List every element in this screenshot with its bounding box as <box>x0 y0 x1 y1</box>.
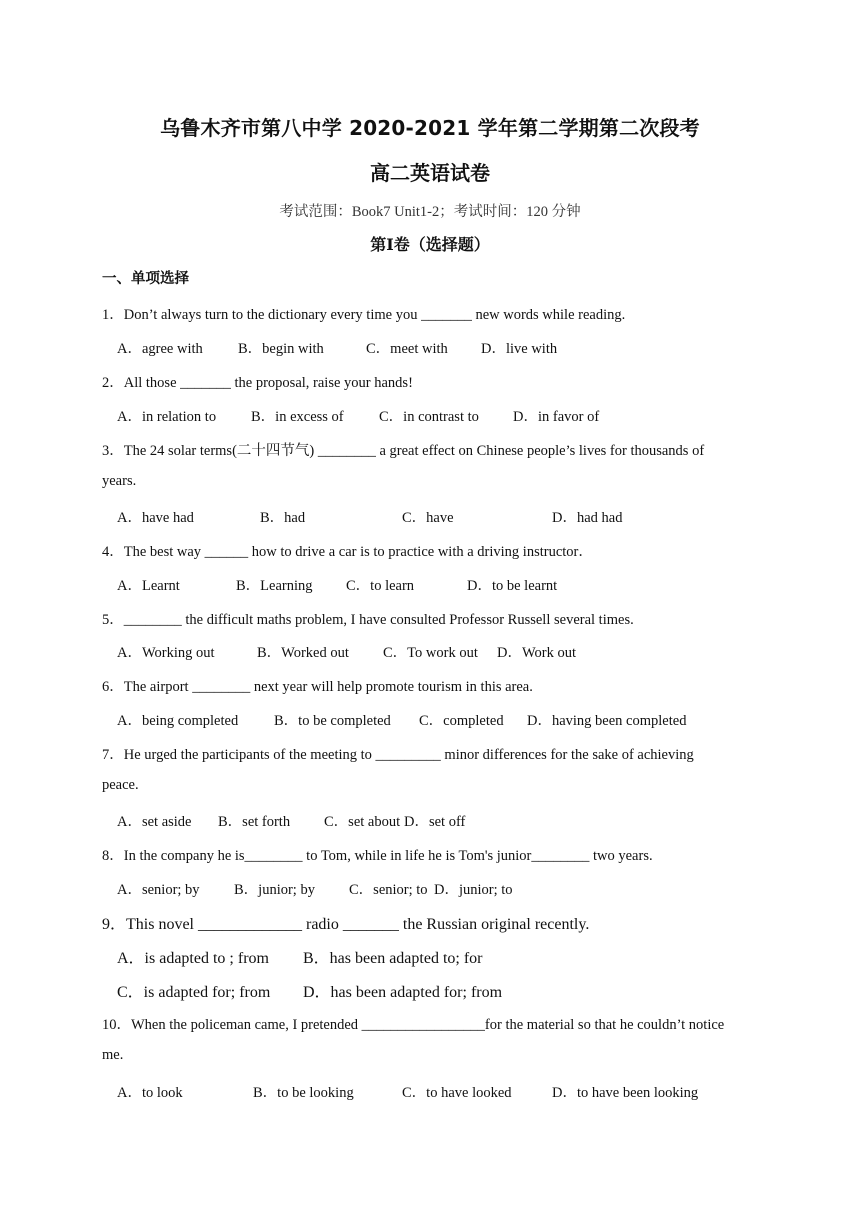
q9-option-c[interactable]: C．is adapted for; from <box>117 984 271 1001</box>
q3-option-c[interactable]: C．have <box>402 510 454 526</box>
q6-option-c[interactable]: C．completed <box>419 713 504 729</box>
q9-option-a[interactable]: A．is adapted to ; from <box>117 950 269 967</box>
q1-option-b[interactable]: B．begin with <box>238 341 324 357</box>
q10-option-b[interactable]: B．to be looking <box>253 1085 354 1101</box>
q4-option-c[interactable]: C．to learn <box>346 578 415 594</box>
q10-option-d[interactable]: D．to have been looking <box>552 1085 699 1101</box>
question-1-stem: 1．Don’t always turn to the dictionary every time you _______ new words while reading. <box>102 307 626 323</box>
q6-option-b[interactable]: B．to be completed <box>274 713 391 729</box>
q4-option-b[interactable]: B．Learning <box>236 578 313 594</box>
exam-info: 考试范围：Book7 Unit1-2；考试时间：120 分钟 <box>279 204 581 220</box>
question-10-stem: 10．When the policeman came, I pretended _________________for the material so that he couldn’t notice <box>102 1017 725 1033</box>
q5-option-d[interactable]: D．Work out <box>497 645 576 661</box>
part-heading: 第Ⅰ卷（选择题） <box>370 237 490 254</box>
q9-option-b[interactable]: B．has been adapted to; for <box>303 950 483 967</box>
q6-option-d[interactable]: D．having been completed <box>527 713 687 729</box>
q8-option-c[interactable]: C．senior; to <box>349 882 428 898</box>
question-2-stem: 2．All those _______ the proposal, raise your hands! <box>102 375 413 391</box>
q8-option-a[interactable]: A．senior; by <box>117 882 200 898</box>
q9-option-d[interactable]: D．has been adapted for; from <box>303 984 503 1001</box>
question-4-stem: 4．The best way ______ how to drive a car is to practice with a driving instructor． <box>102 544 593 560</box>
q10-option-a[interactable]: A．to look <box>117 1085 183 1101</box>
question-3-stem: 3．The 24 solar terms(二十四节气) ________ a great effect on Chinese people’s lives for thousands of <box>102 443 705 459</box>
question-3-stem-cont: years. <box>102 473 137 489</box>
q2-option-a[interactable]: A．in relation to <box>117 409 217 425</box>
exam-subtitle: 高二英语试卷 <box>370 161 490 185</box>
q2-option-c[interactable]: C．in contrast to <box>379 409 479 425</box>
q8-option-d[interactable]: D．junior; to <box>434 882 513 898</box>
q4-option-d[interactable]: D．to be learnt <box>467 578 558 594</box>
question-9-stem: 9．This novel _____________ radio _______ the Russian original recently. <box>102 916 590 933</box>
q10-option-c[interactable]: C．to have looked <box>402 1085 512 1101</box>
q1-option-c[interactable]: C．meet with <box>366 341 448 357</box>
q3-option-a[interactable]: A．have had <box>117 510 194 526</box>
q7-option-d[interactable]: D．set off <box>404 814 466 830</box>
q5-option-a[interactable]: A．Working out <box>117 645 215 661</box>
q1-option-a[interactable]: A．agree with <box>117 341 203 357</box>
question-6-stem: 6．The airport ________ next year will help promote tourism in this area. <box>102 679 533 695</box>
q6-option-a[interactable]: A．being completed <box>117 713 239 729</box>
q8-option-b[interactable]: B．junior; by <box>234 882 315 898</box>
q5-option-c[interactable]: C．To work out <box>383 645 478 661</box>
question-7-stem-cont: peace. <box>102 777 139 793</box>
exam-title: 乌鲁木齐市第八中学 2020-2021 学年第二学期第二次段考 <box>160 116 700 140</box>
q1-option-d[interactable]: D．live with <box>481 341 558 357</box>
q4-option-a[interactable]: A．Learnt <box>117 578 180 594</box>
q7-option-b[interactable]: B．set forth <box>218 814 291 830</box>
question-5-stem: 5．________ the difficult maths problem, I have consulted Professor Russell several times. <box>102 612 634 628</box>
question-7-stem: 7．He urged the participants of the meeting to _________ minor differences for the sake of achieving <box>102 747 694 763</box>
q3-option-d[interactable]: D．had had <box>552 510 623 526</box>
q2-option-b[interactable]: B．in excess of <box>251 409 344 425</box>
q7-option-c[interactable]: C．set about <box>324 814 401 830</box>
q5-option-b[interactable]: B．Worked out <box>257 645 349 661</box>
q2-option-d[interactable]: D．in favor of <box>513 409 600 425</box>
q3-option-b[interactable]: B．had <box>260 510 306 526</box>
section-heading: 一、单项选择 <box>102 271 189 287</box>
q7-option-a[interactable]: A．set aside <box>117 814 192 830</box>
question-10-stem-cont: me. <box>102 1047 124 1063</box>
question-8-stem: 8．In the company he is________ to Tom, while in life he is Tom's junior________ two years. <box>102 848 653 864</box>
